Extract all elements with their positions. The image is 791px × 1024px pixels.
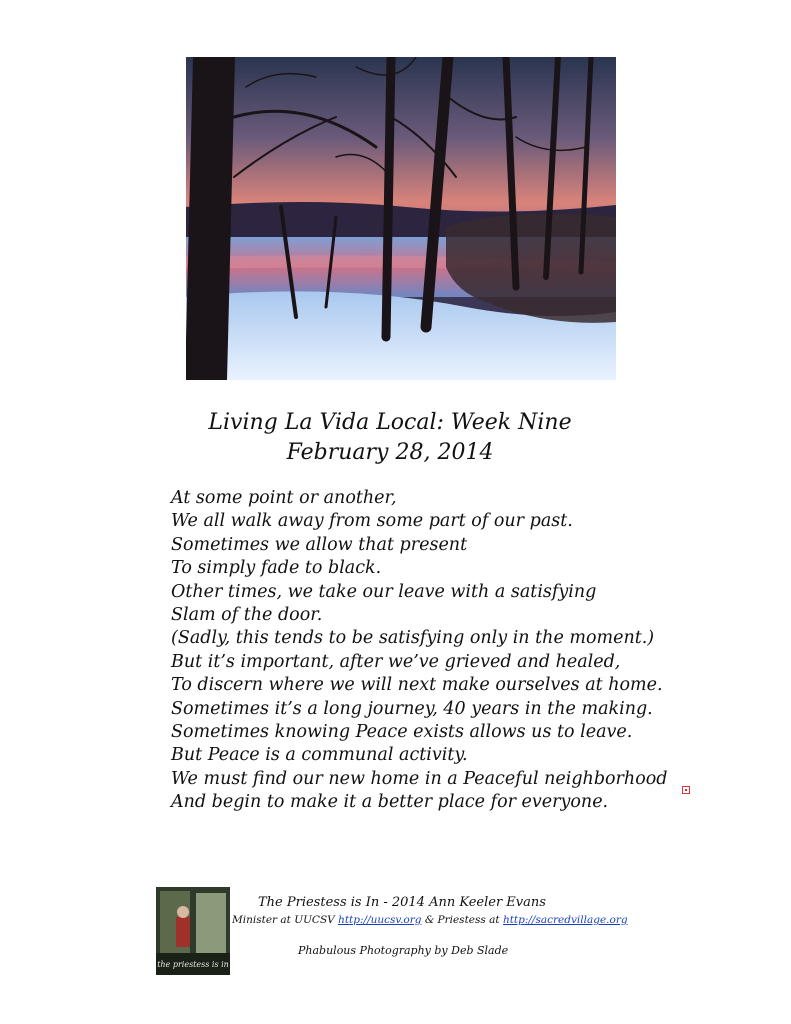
poem-line: Slam of the door. bbox=[171, 605, 323, 626]
minister-line bbox=[232, 914, 628, 926]
poem-line: (Sadly, this tends to be satisfying only in the moment.) bbox=[171, 628, 655, 649]
photo-credit: Phabulous Photography by Deb Slade bbox=[298, 944, 509, 957]
document-title: Living La Vida Local: Week Nine bbox=[208, 410, 572, 435]
winter-sunset-photo bbox=[186, 57, 616, 380]
poem-line: We all walk away from some part of our past. bbox=[171, 511, 573, 532]
poem-line: To discern where we will next make ourselves at home. bbox=[171, 675, 663, 696]
poem-line: At some point or another, bbox=[171, 488, 397, 508]
poem-line: Sometimes knowing Peace exists allows us to leave. bbox=[171, 722, 633, 743]
poem-line: But Peace is a communal activity. bbox=[171, 745, 468, 766]
poem-line: And begin to make it a better place for everyone. bbox=[171, 792, 609, 813]
title-block bbox=[160, 408, 620, 468]
priestess-prefix: & Priestess at bbox=[421, 914, 503, 926]
poem bbox=[171, 487, 771, 815]
poem-line: Other times, we take our leave with a satisfying bbox=[171, 581, 597, 602]
document-date: February 28, 2014 bbox=[286, 440, 494, 465]
author-credit: The Priestess is In - 2014 Ann Keeler Evans bbox=[258, 895, 546, 910]
thumbnail-caption: the priestess is in bbox=[157, 960, 229, 969]
poem-line: But it’s important, after we’ve grieved and healed, bbox=[171, 651, 621, 672]
poem-line: To simply fade to black. bbox=[171, 558, 382, 579]
priestess-thumbnail bbox=[156, 887, 230, 975]
poem-line: We must find our new home in a Peaceful neighborhood bbox=[171, 768, 668, 789]
sacredvillage-link[interactable]: http://sacredvillage.org bbox=[502, 914, 628, 926]
poem-line: Sometimes it’s a long journey, 40 years in the making. bbox=[171, 698, 653, 719]
minister-prefix: Minister at UUCSV bbox=[232, 914, 339, 926]
embedded-object-marker bbox=[682, 786, 690, 794]
poem-line: Sometimes we allow that present bbox=[171, 534, 468, 555]
uucsv-link[interactable]: http://uucsv.org bbox=[338, 914, 422, 926]
